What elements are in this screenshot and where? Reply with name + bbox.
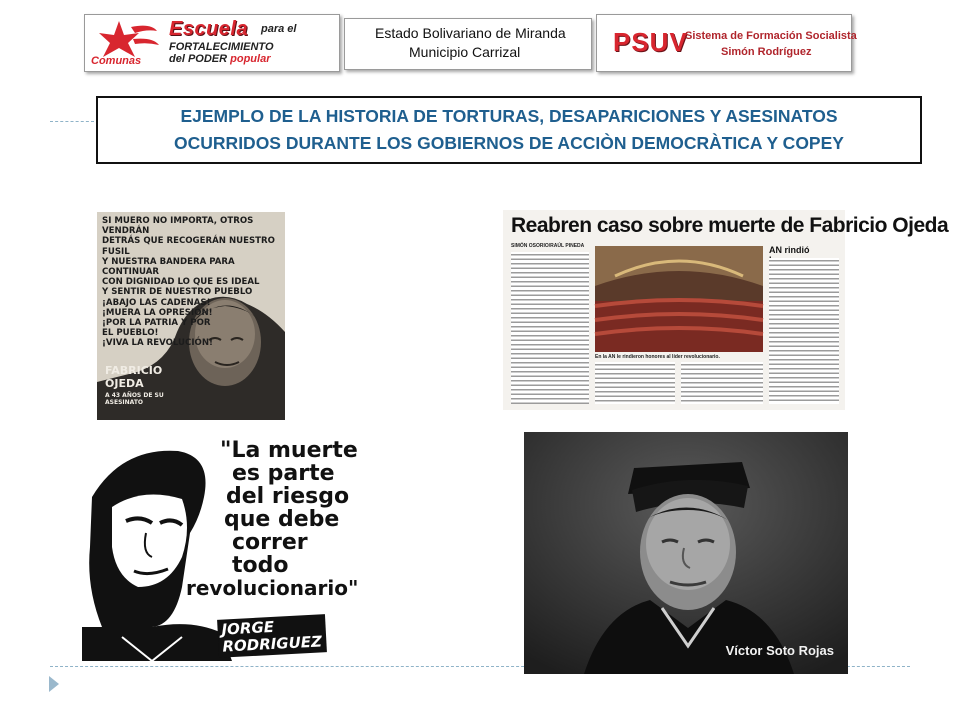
escuela-line-2: FORTALECIMIENTO [169,41,274,53]
page-title-line-2: OCURRIDOS DURANTE LOS GOBIERNOS DE ACCIÒN DEMOCRÀTICA Y COPEY [174,133,844,153]
psuv-line-1: Sistema de Formación Socialista [685,30,857,42]
soto-rojas-caption: Víctor Soto Rojas [725,643,834,658]
psuv-name: PSUV [613,27,688,57]
government-label-box [344,18,592,70]
escuela-line-1: para el [261,23,297,35]
comunas-label: Comunas [91,55,142,67]
ojeda-signature: FABRICIO OJEDA [105,364,163,390]
assembly-hall-photo [595,246,763,352]
newspaper-column-3 [681,362,763,404]
escuela-logo [84,14,340,72]
ojeda-note: A 43 AÑOS DE SU ASESINATO [105,392,164,406]
psuv-logo [596,14,857,72]
newspaper-clipping [503,210,949,410]
newspaper-byline: SIMÓN OSORIO/RAÚL PINEDA [511,243,585,249]
newspaper-column-2 [595,362,675,404]
newspaper-column-1 [511,252,589,404]
newspaper-aside-text [769,258,839,404]
newspaper-photo-caption: En la AN le rindieron honores al líder revolucionario. [595,354,720,360]
government-state: Estado Bolivariano de Miranda [375,25,566,41]
escuela-line-3: del PODER popular [169,53,271,65]
jorge-rodriguez-caricature [82,437,359,661]
rodriguez-quote-end: revolucionario" [186,576,359,600]
escuela-title: Escuela [169,18,249,40]
ojeda-quote: SI MUERO NO IMPORTA, OTROS VENDRÁN DETRÁS QUE RECOGERÁN NUESTRO FUSIL Y NUESTRA BANDERA PARA CONTINUAR CON DIGNIDAD LO QUE ES IDEAL Y SENTIR DE NUESTRO PUEBLO ¡ABAJO LAS CADENAS! ¡MUERA LA OPRESIÓN! ¡POR LA PATRIA Y POR EL PUEBLO! ¡VIVA LA REVOLUCIÓN! [102,216,275,349]
government-municipality: Municipio Carrizal [409,44,521,60]
psuv-line-2: Simón Rodríguez [721,46,812,58]
divider-dashed-left [50,121,94,122]
rodriguez-name: JORGE RODRIGUEZ [217,614,326,658]
newspaper-headline: Reabren caso sobre muerte de Fabricio Ojeda [511,214,949,237]
victor-soto-rojas-photo [524,432,848,674]
page-title-line-1: EJEMPLO DE LA HISTORIA DE TORTURAS, DESAPARICIONES Y ASESINATOS [180,106,838,126]
comunas-star-icon [91,19,161,59]
soto-rojas-portrait [524,432,848,674]
rodriguez-quote: "La muerte es parte del riesgo que debe correr todo [220,438,358,578]
page-title [96,96,922,164]
fabricio-ojeda-poster [97,212,285,420]
next-slide-arrow-icon[interactable] [47,674,61,694]
newspaper-aside-title: AN rindió [769,245,810,255]
